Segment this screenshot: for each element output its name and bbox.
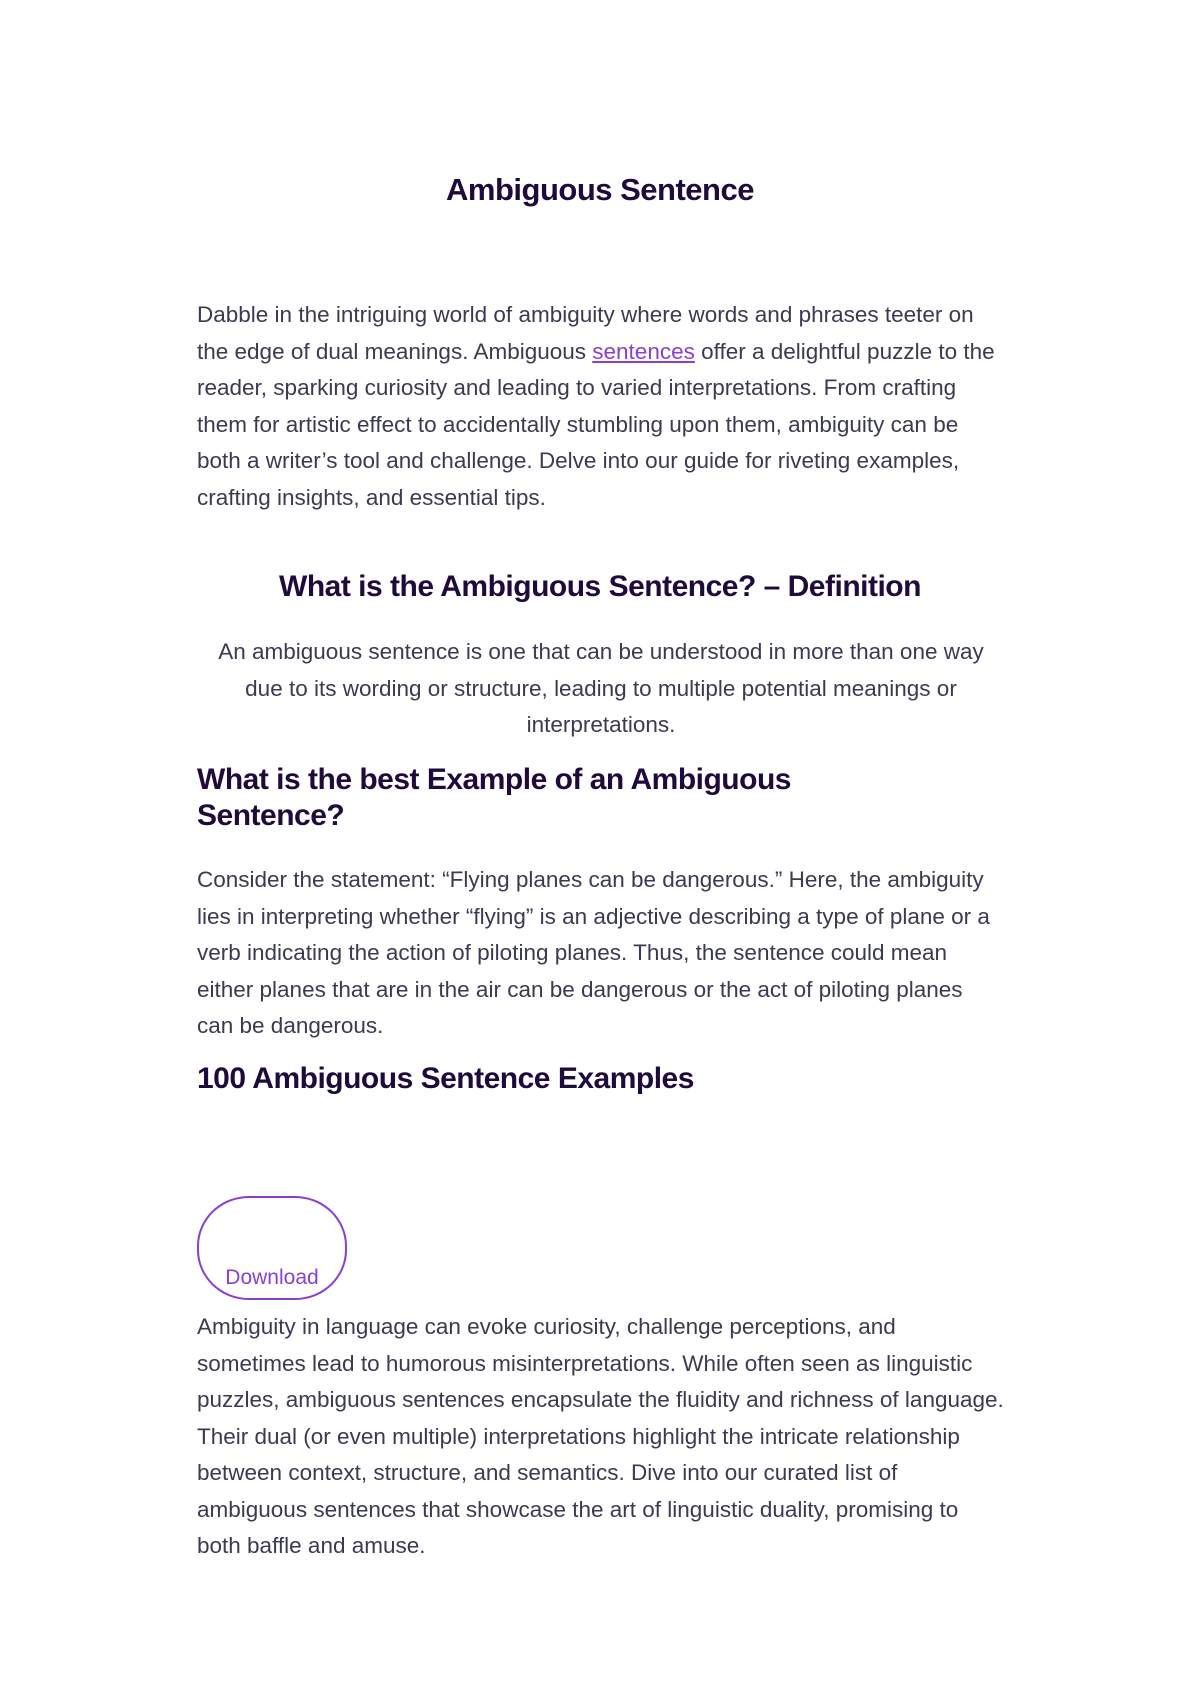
examples-heading: 100 Ambiguous Sentence Examples	[197, 1062, 694, 1095]
intro-paragraph	[197, 297, 1005, 516]
intro-text-after: offer a delightful puzzle to the reader, sparking curiosity and leading to varied interpretations. From crafting them for artistic effect to accidentally stumbling upon them, ambiguity can be both a writer’s tool and challenge. Delve into our guide for riveting examples, crafting insights, and essential tips.	[197, 338, 995, 510]
definition-heading: What is the Ambiguous Sentence? – Definition	[279, 570, 921, 603]
best-example-heading: What is the best Example of an Ambiguous Sentence?	[197, 763, 791, 832]
page-title: Ambiguous Sentence	[446, 172, 754, 207]
intro-text-before: Dabble in the intriguing world of ambiguity where words and phrases teeter on the edge of dual meanings. Ambiguous	[197, 302, 974, 364]
definition-paragraph: An ambiguous sentence is one that can be understood in more than one way due to its wording or structure, leading to multiple potential meanings or interpretations.	[218, 639, 984, 737]
examples-paragraph: Ambiguity in language can evoke curiosity, challenge perceptions, and sometimes lead to humorous misinterpretations. While often seen as linguistic puzzles, ambiguous sentences encapsulate the fluidity and richness of language. Their dual (or even multiple) interpretations highlight the intricate relationship between context, structure, and semantics. Dive into our curated list of ambiguous sentences that showcase the art of linguistic duality, promising to both baffle and amuse.	[197, 1314, 1004, 1558]
best-example-paragraph: Consider the statement: “Flying planes can be dangerous.” Here, the ambiguity lies in interpreting whether “flying” is an adjective describing a type of plane or a verb indicating the action of piloting planes. Thus, the sentence could mean either planes that are in the air can be dangerous or the act of piloting planes can be dangerous.	[197, 867, 990, 1038]
download-button[interactable]	[197, 1196, 347, 1300]
sentences-link[interactable]: sentences	[592, 338, 695, 364]
download-button-label: Download	[225, 1266, 319, 1289]
